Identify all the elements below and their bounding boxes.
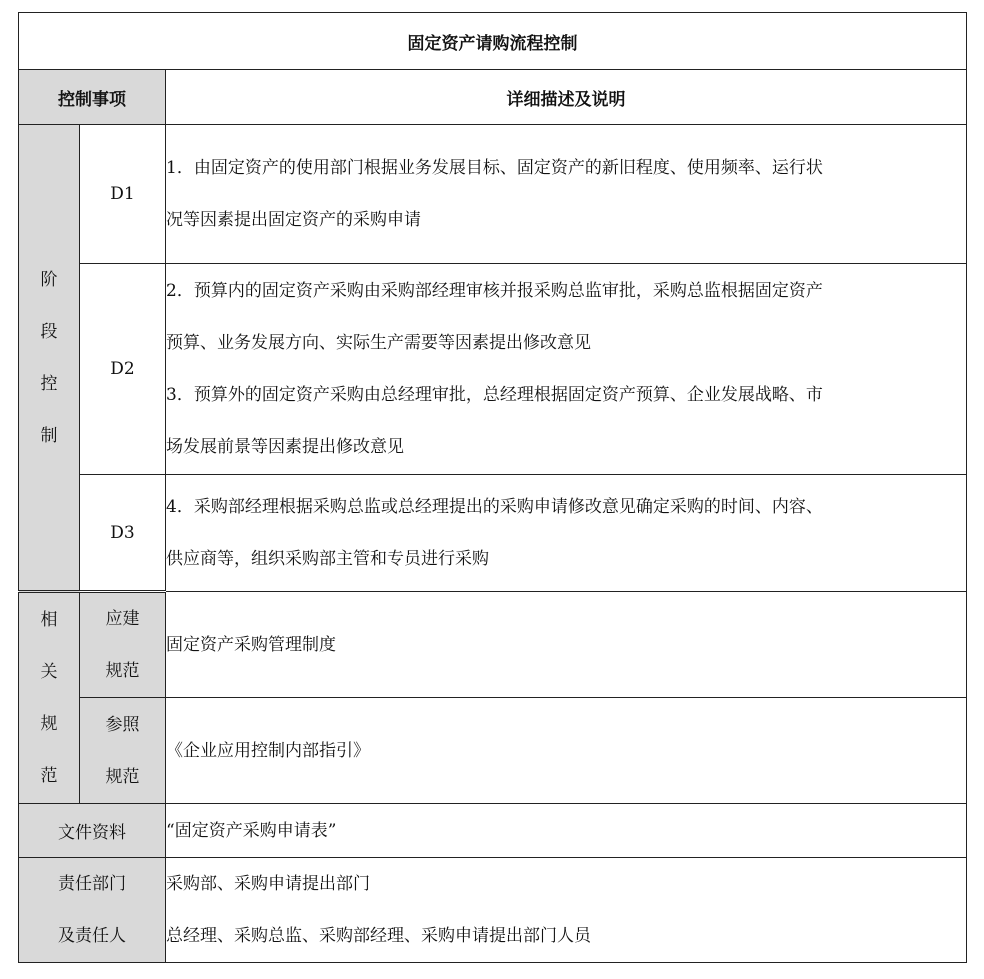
norms-label-char: 范 (40, 766, 58, 786)
responsible-line: 采购部、采购申请提出部门 (166, 874, 370, 894)
norm-type-reference (80, 698, 166, 804)
stage-label-char: 阶 (40, 269, 58, 290)
stage-label-char: 段 (40, 321, 58, 342)
stage-label-char: 控 (40, 373, 58, 394)
desc-line: 预算、业务发展方向、实际生产需要等因素提出修改意见 (166, 333, 591, 353)
header-control-items: 控制事项 (19, 70, 166, 125)
desc-line: 1．由固定资产的使用部门根据业务发展目标、固定资产的新旧程度、使用频率、运行状 (166, 158, 823, 178)
stage-desc-d1 (166, 125, 967, 264)
desc-line: 场发展前景等因素提出修改意见 (166, 437, 404, 457)
stage-code-d3: D3 (80, 475, 166, 592)
related-norms-label (19, 592, 80, 804)
stage-desc-d3 (166, 475, 967, 592)
norms-label-char: 规 (40, 714, 58, 734)
norm-text-reference: 《企业应用控制内部指引》 (166, 698, 967, 804)
control-table (18, 12, 967, 963)
documents-label: 文件资料 (19, 804, 166, 858)
responsible-label (19, 858, 166, 963)
norms-label-char: 关 (40, 662, 58, 682)
norms-label-char: 相 (40, 610, 58, 630)
stage-label-char: 制 (40, 425, 58, 446)
desc-line: 供应商等，组织采购部主管和专员进行采购 (166, 549, 489, 569)
desc-line: 4．采购部经理根据采购总监或总经理提出的采购申请修改意见确定采购的时间、内容、 (166, 497, 823, 517)
norm-type-should-build (80, 592, 166, 698)
norm-type-line: 规范 (105, 661, 140, 681)
stage-control-label (19, 125, 80, 592)
table-title: 固定资产请购流程控制 (19, 13, 967, 70)
responsible-label-line: 责任部门 (58, 874, 126, 894)
documents-text: “固定资产采购申请表” (166, 804, 967, 858)
responsible-line: 总经理、采购总监、采购部经理、采购申请提出部门人员 (166, 926, 591, 946)
stage-code-d1: D1 (80, 125, 166, 264)
header-description: 详细描述及说明 (166, 70, 967, 125)
norm-type-line: 规范 (105, 766, 140, 787)
responsible-text (166, 858, 967, 963)
stage-code-d2: D2 (80, 264, 166, 475)
stage-desc-d2 (166, 264, 967, 475)
desc-line: 况等因素提出固定资产的采购申请 (166, 210, 421, 230)
desc-line: 2．预算内的固定资产采购由采购部经理审核并报采购总监审批，采购总监根据固定资产 (166, 281, 823, 301)
desc-line: 3．预算外的固定资产采购由总经理审批，总经理根据固定资产预算、企业发展战略、市 (166, 385, 823, 405)
norm-type-line: 参照 (105, 714, 140, 735)
responsible-label-line: 及责任人 (58, 926, 126, 946)
norm-text-should-build: 固定资产采购管理制度 (166, 592, 967, 698)
norm-type-line: 应建 (105, 609, 140, 629)
